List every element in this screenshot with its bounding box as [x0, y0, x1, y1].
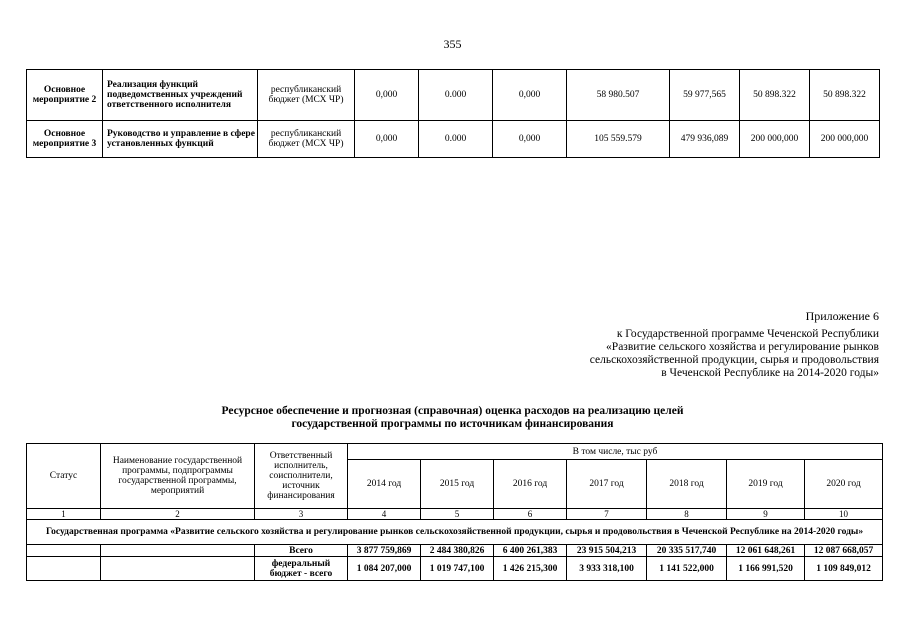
section-heading — [0, 405, 905, 431]
value-cell: 2 484 380,826 — [421, 545, 494, 557]
table-row — [27, 121, 880, 158]
header-year: 2014 год — [348, 460, 421, 509]
value-cell: 0,000 — [355, 121, 419, 158]
total-label: Всего — [255, 545, 348, 557]
index-cell: 3 — [255, 509, 348, 520]
value-cell: 479 936,089 — [670, 121, 740, 158]
table-row — [27, 70, 880, 121]
header-executor: Ответственный исполнитель, соисполнители, источник финансирования — [255, 444, 348, 509]
header-year: 2016 год — [494, 460, 567, 509]
heading-line: государственной программы по источникам финансирования — [291, 418, 614, 430]
index-cell: 7 — [567, 509, 647, 520]
header-group: В том числе, тыс руб — [348, 444, 883, 460]
page-number: 355 — [443, 37, 462, 51]
empty-cell — [27, 545, 101, 557]
top-table — [26, 69, 880, 158]
program-row — [27, 520, 883, 545]
header-name: Наименование государственной программы, подпрограммы государственной программы, мероприятий — [101, 444, 255, 509]
appendix-line: в Чеченской Республике на 2014-2020 годы» — [661, 367, 879, 379]
source-cell: республиканский бюджет (МСХ ЧР) — [258, 70, 355, 121]
value-cell: 20 335 517,740 — [647, 545, 727, 557]
header-year: 2019 год — [727, 460, 805, 509]
value-cell: 0,000 — [493, 121, 567, 158]
value-cell: 0,000 — [493, 70, 567, 121]
index-cell: 4 — [348, 509, 421, 520]
value-cell: 6 400 261,383 — [494, 545, 567, 557]
value-cell: 50 898.322 — [810, 70, 880, 121]
value-cell: 105 559.579 — [567, 121, 670, 158]
index-cell: 9 — [727, 509, 805, 520]
status-cell: Основное мероприятие 3 — [27, 121, 103, 158]
index-row — [27, 509, 883, 520]
header-row — [27, 444, 883, 460]
index-cell: 2 — [101, 509, 255, 520]
value-cell: 1 141 522,000 — [647, 557, 727, 581]
value-cell: 1 084 207,000 — [348, 557, 421, 581]
value-cell: 3 877 759,869 — [348, 545, 421, 557]
value-cell: 12 087 668,057 — [805, 545, 883, 557]
program-title: Государственная программа «Развитие сельского хозяйства и регулирование рынков сельскохозяйственной продукции, сырья и продовольствия в Чеченской Республике на 2014-2020 годы» — [27, 520, 883, 545]
header-year: 2015 год — [421, 460, 494, 509]
value-cell: 50 898.322 — [740, 70, 810, 121]
value-cell: 0,000 — [355, 70, 419, 121]
resources-table — [26, 443, 883, 581]
empty-cell — [101, 557, 255, 581]
value-cell: 1 426 215,300 — [494, 557, 567, 581]
header-status: Статус — [27, 444, 101, 509]
federal-label: федеральный бюджет - всего — [255, 557, 348, 581]
empty-cell — [27, 557, 101, 581]
index-cell: 6 — [494, 509, 567, 520]
value-cell: 59 977,565 — [670, 70, 740, 121]
appendix-line: к Государственной программе Чеченской Республики — [616, 328, 879, 340]
value-cell: 3 933 318,100 — [567, 557, 647, 581]
federal-row — [27, 557, 883, 581]
value-cell: 1 019 747,100 — [421, 557, 494, 581]
measure-name-cell: Реализация функций подведомственных учреждений ответственного исполнителя — [103, 70, 258, 121]
value-cell: 200 000,000 — [810, 121, 880, 158]
source-cell: республиканский бюджет (МСХ ЧР) — [258, 121, 355, 158]
index-cell: 5 — [421, 509, 494, 520]
empty-cell — [101, 545, 255, 557]
measure-name-cell: Руководство и управление в сфере установленных функций — [103, 121, 258, 158]
appendix-line: «Развитие сельского хозяйства и регулирование рынков — [606, 341, 879, 353]
appendix-title: Приложение 6 — [805, 309, 879, 323]
appendix-line: сельскохозяйственной продукции, сырья и продовольствия — [589, 354, 879, 366]
value-cell: 0.000 — [419, 121, 493, 158]
status-cell: Основное мероприятие 2 — [27, 70, 103, 121]
header-year: 2020 год — [805, 460, 883, 509]
value-cell: 1 109 849,012 — [805, 557, 883, 581]
value-cell: 200 000,000 — [740, 121, 810, 158]
header-year: 2017 год — [567, 460, 647, 509]
appendix-caption — [590, 328, 879, 380]
total-row — [27, 545, 883, 557]
value-cell: 23 915 504,213 — [567, 545, 647, 557]
index-cell: 1 — [27, 509, 101, 520]
heading-line: Ресурсное обеспечение и прогнозная (справочная) оценка расходов на реализацию целей — [221, 405, 684, 417]
value-cell: 12 061 648,261 — [727, 545, 805, 557]
index-cell: 10 — [805, 509, 883, 520]
header-year: 2018 год — [647, 460, 727, 509]
value-cell: 58 980.507 — [567, 70, 670, 121]
value-cell: 0.000 — [419, 70, 493, 121]
index-cell: 8 — [647, 509, 727, 520]
value-cell: 1 166 991,520 — [727, 557, 805, 581]
